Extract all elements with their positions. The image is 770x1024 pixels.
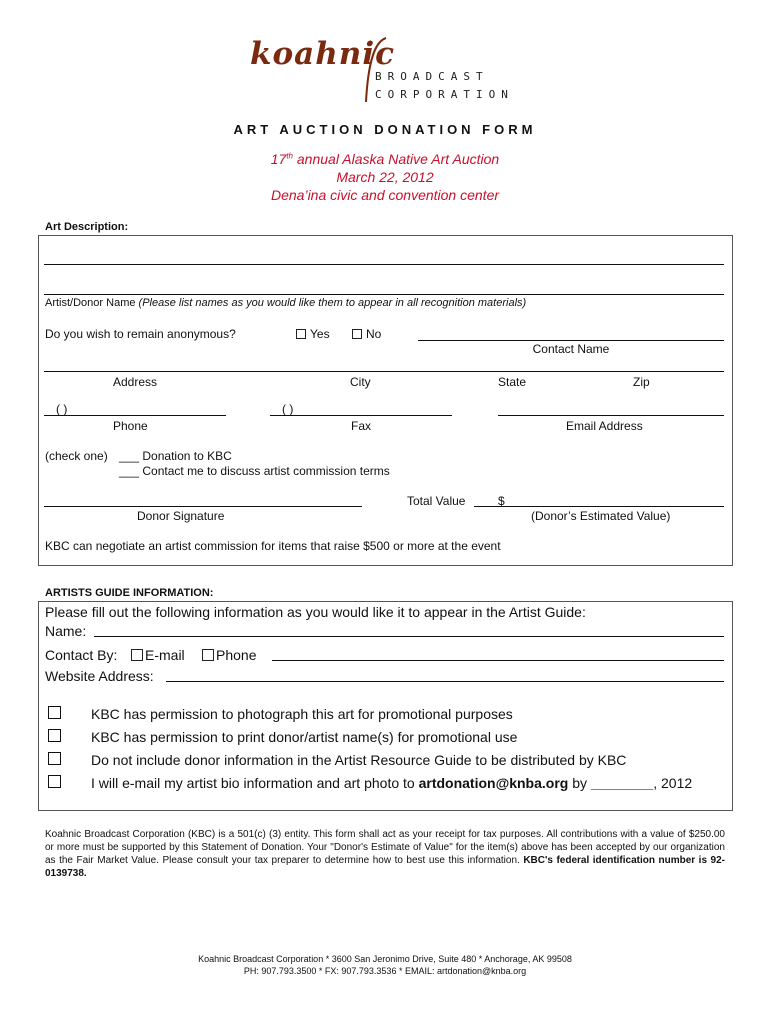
event-name: annual Alaska Native Art Auction bbox=[293, 151, 500, 167]
no-label: No bbox=[366, 327, 382, 341]
perm1-checkbox[interactable] bbox=[48, 706, 61, 719]
phone-label: Phone bbox=[113, 419, 148, 433]
option-commission[interactable] bbox=[119, 464, 390, 478]
contact-by-email-option[interactable] bbox=[131, 647, 185, 663]
yes-checkbox[interactable] bbox=[296, 329, 306, 339]
total-value-label: Total Value bbox=[407, 494, 466, 508]
event-line-1 bbox=[0, 151, 770, 167]
art-description-line-1[interactable] bbox=[44, 264, 724, 265]
option-donation-blank[interactable]: ___ bbox=[119, 449, 140, 463]
anonymous-no-option[interactable] bbox=[352, 327, 381, 341]
perm4-email: artdonation@knba.org bbox=[418, 775, 569, 791]
artists-guide-intro: Please fill out the following information as you would like it to appear in the Artist Guide: bbox=[45, 604, 586, 620]
footer-address: Koahnic Broadcast Corporation * 3600 San Jeronimo Drive, Suite 480 * Anchorage, AK 99508 bbox=[198, 954, 572, 964]
artists-guide-heading: ARTISTS GUIDE INFORMATION: bbox=[45, 587, 214, 599]
event-date: March 22, 2012 bbox=[336, 169, 434, 185]
logo-wordmark: koahnic bbox=[250, 36, 395, 72]
estimated-value-label: (Donor’s Estimated Value) bbox=[531, 509, 671, 523]
tax-disclaimer-text: Koahnic Broadcast Corporation (KBC) is a 501(c) (3) entity. This form shall act as your receipt for tax purposes. All contributions with a value of $250.00 or more must be supported by this Statement of Donation. Your "Donor's Estimate of Value" for the item(s) above has been accepted by our organization as the Fair Market Value. Please consult your tax preparer to determine how to best use this information. bbox=[45, 829, 725, 866]
contact-by-label: Contact By: bbox=[45, 647, 118, 663]
contact-name-line[interactable] bbox=[418, 340, 724, 341]
phone-area-code: ( ) bbox=[56, 402, 68, 416]
footer-contact: PH: 907.793.3500 * FX: 907.793.3536 * EMAIL: artdonation@knba.org bbox=[243, 966, 527, 976]
total-value-line[interactable] bbox=[474, 506, 724, 507]
art-description-line-2[interactable] bbox=[44, 294, 724, 295]
email-checkbox[interactable] bbox=[131, 649, 143, 661]
artist-name-label-text: Artist/Donor Name bbox=[45, 297, 136, 309]
email-option-label: E-mail bbox=[145, 647, 185, 663]
donor-signature-line[interactable] bbox=[44, 506, 362, 507]
fax-line[interactable] bbox=[270, 415, 452, 416]
no-checkbox[interactable] bbox=[352, 329, 362, 339]
yes-label: Yes bbox=[310, 327, 330, 341]
perm2-checkbox[interactable] bbox=[48, 729, 61, 742]
city-label: City bbox=[350, 375, 371, 389]
event-venue: Dena’ina civic and convention center bbox=[270, 187, 500, 203]
logo-line-broadcast: BROADCAST bbox=[375, 70, 489, 83]
perm2-label: KBC has permission to print donor/artist name(s) for promotional use bbox=[91, 729, 518, 745]
dollar-sign: $ bbox=[498, 494, 505, 508]
event-ordinal: 17 bbox=[270, 151, 287, 167]
tax-disclaimer bbox=[45, 828, 725, 880]
option-commission-label: Contact me to discuss artist commission terms bbox=[142, 464, 390, 478]
perm4-checkbox[interactable] bbox=[48, 775, 61, 788]
artist-name-note: (Please list names as you would like them to appear in all recognition materials) bbox=[135, 297, 527, 309]
address-line[interactable] bbox=[44, 371, 724, 372]
art-description-heading: Art Description: bbox=[45, 221, 129, 233]
fax-area-code: ( ) bbox=[282, 402, 294, 416]
guide-name-label: Name: bbox=[45, 623, 87, 639]
phone-option-label: Phone bbox=[216, 647, 257, 663]
email-label: Email Address bbox=[566, 419, 643, 433]
anonymous-yes-option[interactable] bbox=[296, 327, 330, 341]
commission-note: KBC can negotiate an artist commission for items that raise $500 or more at the event bbox=[45, 539, 501, 553]
perm3-label: Do not include donor information in the Artist Resource Guide to be distributed by KBC bbox=[91, 752, 627, 768]
state-label: State bbox=[498, 375, 527, 389]
perm4-label bbox=[91, 775, 692, 791]
phone-checkbox[interactable] bbox=[202, 649, 214, 661]
logo-line-corporation: CORPORATION bbox=[375, 88, 514, 101]
event-ordinal-suffix: th bbox=[286, 151, 293, 161]
fax-label: Fax bbox=[351, 419, 372, 433]
tax-id-statement: KBC's federal identification number is 92-0139738. bbox=[45, 855, 725, 879]
perm4-year: , 2012 bbox=[653, 775, 693, 791]
perm4-date-blank[interactable]: ________ bbox=[590, 775, 654, 791]
form-title: ART AUCTION DONATION FORM bbox=[233, 122, 537, 137]
option-donation-label: Donation to KBC bbox=[142, 449, 232, 463]
perm4-prefix: I will e-mail my artist bio information and art photo to bbox=[91, 775, 419, 791]
guide-name-line[interactable] bbox=[94, 636, 724, 637]
option-donation[interactable] bbox=[119, 449, 232, 463]
anonymous-question: Do you wish to remain anonymous? bbox=[45, 327, 236, 341]
contact-name-label: Contact Name bbox=[532, 342, 610, 356]
email-line[interactable] bbox=[498, 415, 724, 416]
contact-by-line[interactable] bbox=[272, 660, 724, 661]
option-commission-blank[interactable]: ___ bbox=[119, 464, 140, 478]
website-label: Website Address: bbox=[45, 668, 154, 684]
address-label: Address bbox=[113, 375, 158, 389]
phone-line[interactable] bbox=[44, 415, 226, 416]
website-line[interactable] bbox=[166, 681, 724, 682]
donor-signature-label: Donor Signature bbox=[137, 509, 225, 523]
perm1-label: KBC has permission to photograph this art for promotional purposes bbox=[91, 706, 513, 722]
zip-label: Zip bbox=[633, 375, 650, 389]
check-one-label: (check one) bbox=[45, 449, 108, 463]
artist-name-label bbox=[45, 297, 526, 309]
perm4-by: by bbox=[568, 775, 591, 791]
contact-by-phone-option[interactable] bbox=[202, 647, 256, 663]
perm3-checkbox[interactable] bbox=[48, 752, 61, 765]
